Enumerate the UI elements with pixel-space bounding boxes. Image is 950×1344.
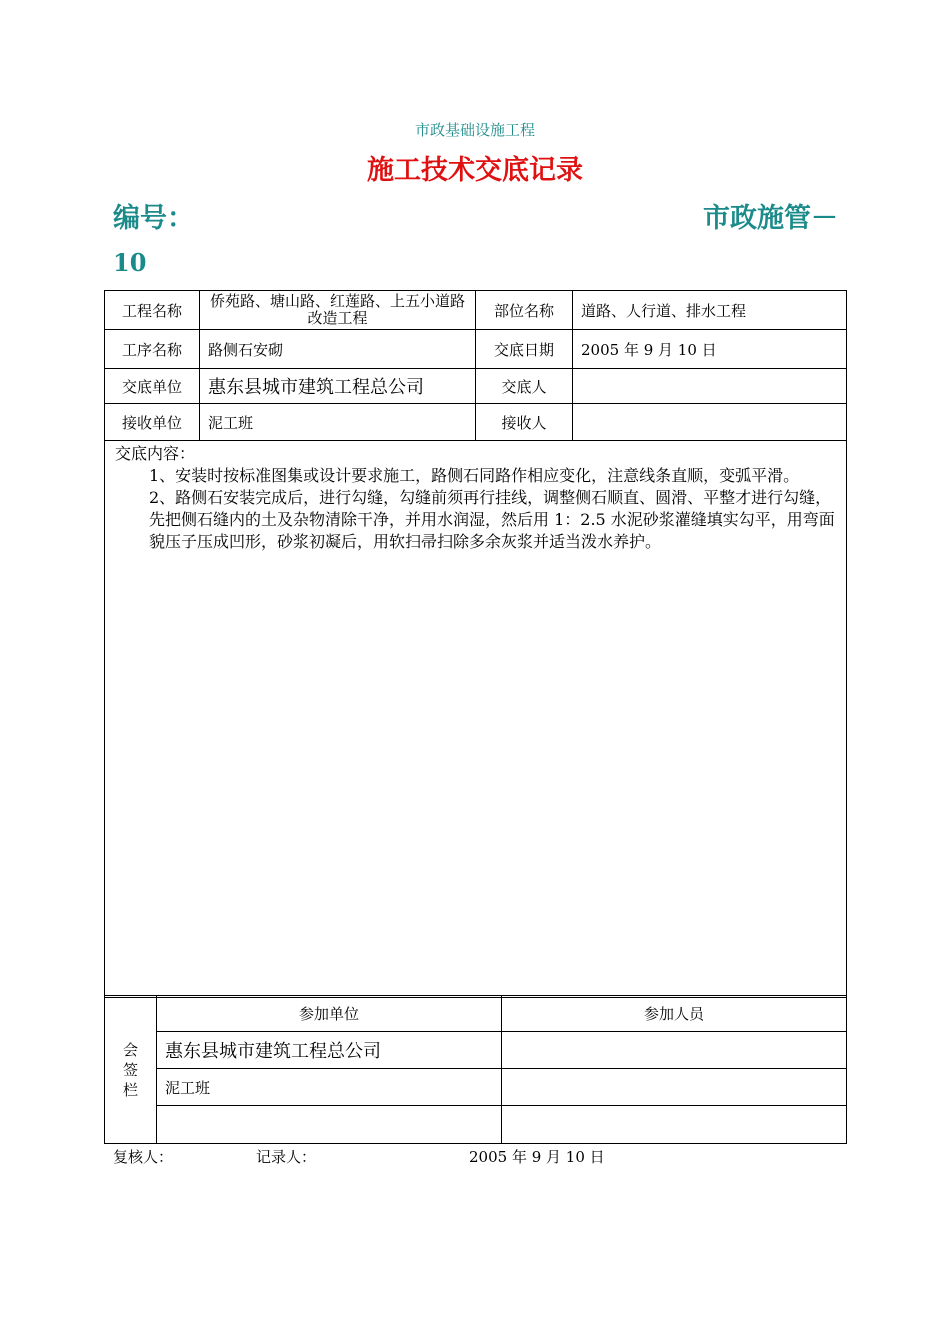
footer-date: 2005 年 9 月 10 日 <box>469 1148 605 1166</box>
process-name-label: 工序名称 <box>105 330 200 369</box>
participant-unit-header: 参加单位 <box>157 996 502 1032</box>
receiving-unit-label: 接收单位 <box>105 404 200 441</box>
project-name-value: 侨苑路、塘山路、红莲路、上五小道路改造工程 <box>200 291 476 330</box>
content-paragraph-2: 2、路侧石安装完成后，进行勾缝，勾缝前须再行挂线，调整侧石顺直、圆滑、平整才进行勾缝，先把侧石缝内的土及杂物清除干净，并用水润湿，然后用 1：2.5 水泥砂浆灌缝填实勾平，用弯面貌压子压成凹形，砂浆初凝后，用软扫帚扫除多余灰浆并适当泼水养护。 <box>149 488 835 551</box>
participant-person-3 <box>502 1106 847 1144</box>
receiving-person-value <box>573 404 847 441</box>
reviewer-label: 复核人： <box>113 1148 174 1166</box>
receiving-unit-value: 泥工班 <box>200 404 476 441</box>
disclosure-person-label: 交底人 <box>476 369 573 404</box>
disclosure-date-value: 2005 年 9 月 10 日 <box>573 330 847 369</box>
receiving-person-label: 接收人 <box>476 404 573 441</box>
process-name-value: 路侧石安砌 <box>200 330 476 369</box>
participant-unit-2: 泥工班 <box>157 1069 502 1106</box>
disclosure-person-value <box>573 369 847 404</box>
signature-table <box>104 995 847 1144</box>
participant-person-1 <box>502 1032 847 1069</box>
project-name-label: 工程名称 <box>105 291 200 330</box>
recorder-label: 记录人： <box>256 1148 317 1166</box>
participant-person-header: 参加人员 <box>502 996 847 1032</box>
number-value: 市政施管－ <box>703 203 838 234</box>
part-name-value: 道路、人行道、排水工程 <box>573 291 847 330</box>
disclosure-content <box>105 441 847 998</box>
disclosure-unit-label: 交底单位 <box>105 369 200 404</box>
number-value-continued: 10 <box>113 248 147 277</box>
participant-unit-3 <box>157 1106 502 1144</box>
participant-unit-1: 惠东县城市建筑工程总公司 <box>157 1032 502 1069</box>
content-paragraph-1: 1、安装时按标准图集或设计要求施工，路侧石同路作相应变化，注意线条直顺，变弧平滑。 <box>149 466 800 485</box>
signature-side-label: 会签栏 <box>105 996 157 1144</box>
disclosure-unit-value: 惠东县城市建筑工程总公司 <box>200 369 476 404</box>
part-name-label: 部位名称 <box>476 291 573 330</box>
document-subtitle: 市政基础设施工程 <box>414 121 535 139</box>
disclosure-table <box>104 290 847 998</box>
document-title: 施工技术交底记录 <box>367 155 583 186</box>
disclosure-date-label: 交底日期 <box>476 330 573 369</box>
number-label: 编号： <box>113 203 194 234</box>
participant-person-2 <box>502 1069 847 1106</box>
content-heading: 交底内容： <box>115 444 196 463</box>
